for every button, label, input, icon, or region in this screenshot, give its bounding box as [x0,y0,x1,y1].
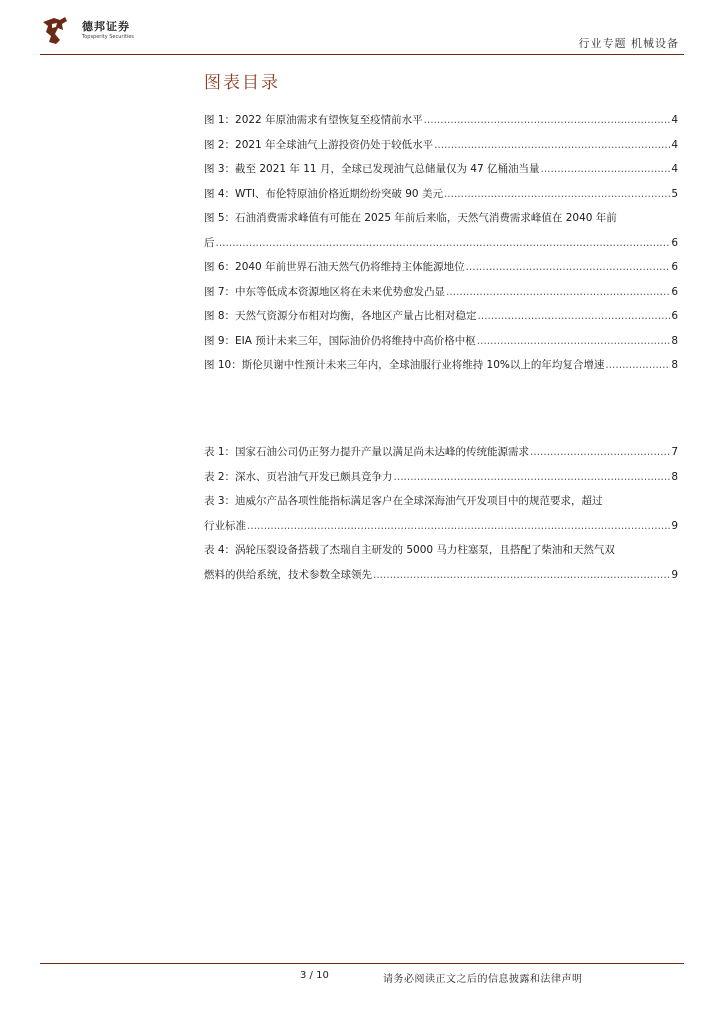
figure-list [204,108,678,378]
leader-dots [444,182,670,207]
entry-page-number: 6 [671,236,678,249]
entry-text: 图 8：天然气资源分布相对均衡，各地区产量占比相对稳定 [204,310,477,322]
entry-page-number: 6 [671,310,678,322]
leader-dots [446,280,670,305]
entry-text: 图 2：2021 年全球油气上游投资仍处于较低水平 [204,138,434,151]
leader-dots [216,231,671,256]
toc-figure-entry[interactable] [204,353,678,378]
entry-text: 图 1：2022 年原油需求有望恢复至疫情前水平 [204,114,423,126]
toc-figure-entry[interactable] [204,133,678,158]
entry-page-number: 6 [671,285,678,298]
leader-dots [424,108,671,133]
toc-figure-entry[interactable] [204,182,678,207]
entry-text: 表 1：国家石油公司仍正努力提升产量以满足尚未达峰的传统能源需求 [204,446,530,458]
entry-text: 行业标准 [204,519,246,532]
leader-dots [247,514,670,539]
entry-page-number: 4 [671,114,678,126]
logo-mark-icon [40,16,74,46]
entry-text: 图 6：2040 年前世界石油天然气仍将维持主体能源地位 [204,261,465,273]
entry-page-number: 6 [671,261,678,273]
entry-text: 图 7：中东等低成本资源地区将在未来优势愈发凸显 [204,285,446,298]
toc-figure-entry[interactable] [204,108,678,133]
company-logo [40,16,150,46]
entry-page-number: 9 [671,568,678,581]
toc-figure-entry[interactable] [204,255,678,280]
page-header [0,0,724,60]
header-divider [40,54,684,55]
toc-figure-entry[interactable] [204,280,678,305]
entry-page-number: 4 [671,138,678,151]
toc-table-entry[interactable] [204,538,678,587]
entry-page-number: 5 [671,187,678,200]
entry-text: 图 5：石油消费需求峰值有可能在 2025 年前后来临，天然气消费需求峰值在 2040 年前 [204,212,617,224]
entry-page-number: 8 [671,359,678,371]
leader-dots [605,353,670,378]
entry-page-number: 7 [671,446,678,458]
leader-dots [434,133,670,158]
leader-dots [530,440,670,465]
entry-page-number: 8 [671,470,678,483]
entry-text: 燃料的供给系统，技术参数全球领先 [204,568,372,581]
toc-figure-entry[interactable] [204,206,678,255]
logo-text-en: Topsperity Securities [82,34,134,40]
entry-text: 表 2：深水、页岩油气开发已颇具竞争力 [204,470,393,483]
footer-disclaimer: 请务必阅读正文之后的信息披露和法律声明 [383,974,583,985]
logo-text-cn: 德邦证券 [82,20,130,33]
leader-dots [394,465,671,490]
entry-page-number: 8 [671,334,678,347]
footer-divider [40,963,684,964]
page-number: 3 / 10 [300,970,329,981]
leader-dots [373,563,670,588]
table-list [204,440,678,587]
entry-text: 图 3：截至 2021 年 11 月，全球已发现油气总储量仅为 47 亿桶油当量 [204,163,540,175]
toc-table-entry[interactable] [204,465,678,490]
toc-figure-entry[interactable] [204,304,678,329]
entry-text: 图 4：WTI、布伦特原油价格近期纷纷突破 90 美元 [204,187,443,200]
entry-text: 后 [204,236,215,249]
leader-dots [541,157,671,182]
leader-dots [478,304,671,329]
entry-text: 图 9：EIA 预计未来三年，国际油价仍将维持中高价格中枢 [204,334,476,347]
entry-text: 表 3：迪威尔产品各项性能指标满足客户在全球深海油气开发项目中的规范要求，超过 [204,495,603,507]
toc-table-entry[interactable] [204,440,678,465]
toc-table-entry[interactable] [204,489,678,538]
entry-text: 表 4：涡轮压裂设备搭载了杰瑞自主研发的 5000 马力柱塞泵，且搭配了柴油和天然气双 [204,544,615,556]
entry-page-number: 9 [671,519,678,532]
leader-dots [466,255,671,280]
toc-title: 图表目录 [204,73,280,93]
leader-dots [477,329,671,354]
header-section-label: 行业专题 机械设备 [578,37,679,50]
entry-text: 图 10：斯伦贝谢中性预计未来三年内，全球油服行业将维持 10%以上的年均复合增速 [204,359,605,371]
entry-page-number: 4 [671,163,678,175]
toc-figure-entry[interactable] [204,157,678,182]
toc-figure-entry[interactable] [204,329,678,354]
